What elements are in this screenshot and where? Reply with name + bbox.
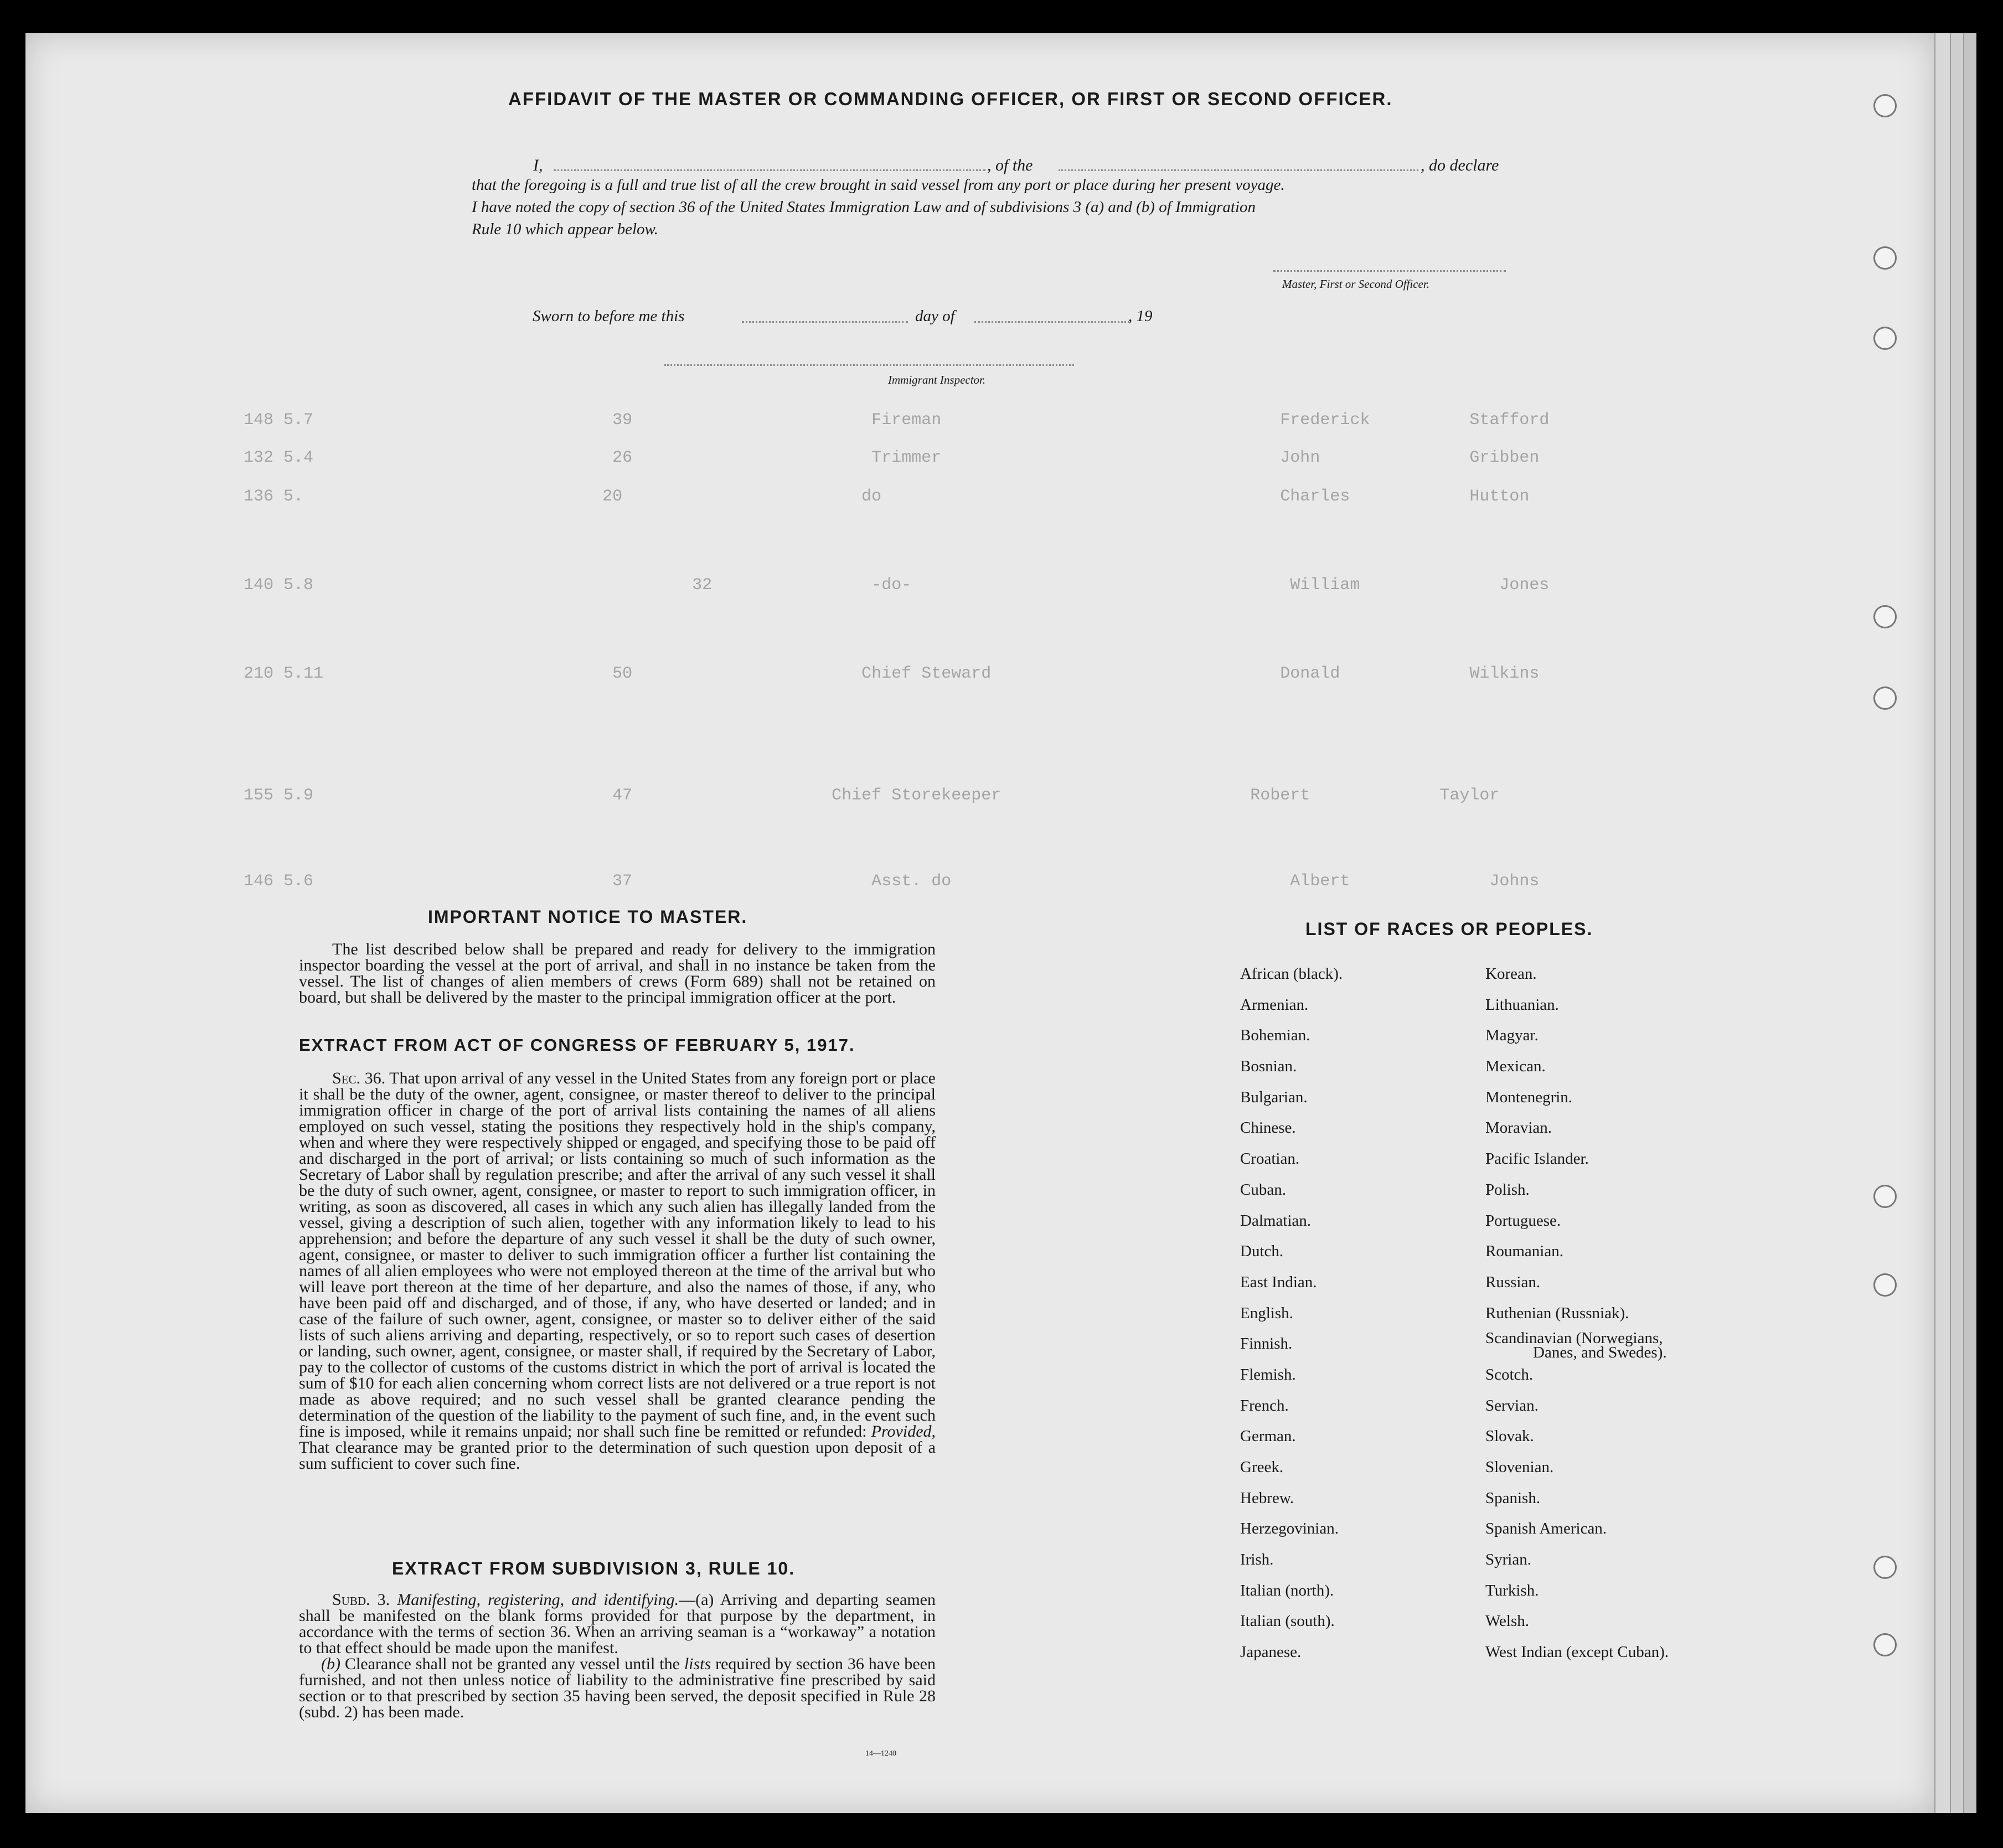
race-item: Flemish. [1240,1365,1296,1384]
race-item [1485,1329,1669,1366]
notice-title: IMPORTANT NOTICE TO MASTER. [428,907,748,927]
subd-title: Manifesting, registering, and identifying. [397,1591,679,1609]
vessel-name-blank[interactable] [1059,169,1418,171]
notice-body: The list described below shall be prepared and ready for delivery to the immigration inspector boarding the vessel at the port of arrival, and shall in no instance be taken from the vessel. The list of changes of alien members of crews (Form 689) shall not be retained on board, but shall be delivered by the master to the principal immigration officer at the port. [299,940,936,1006]
races-title: LIST OF RACES OR PEOPLES. [1305,919,1593,939]
officer-signature-caption: Master, First or Second Officer. [1282,277,1429,291]
form-number: 14—1240 [865,1749,896,1758]
master-name-blank[interactable] [554,169,985,171]
binder-hole-icon [1873,327,1897,350]
race-item: Slovenian. [1485,1458,1554,1476]
race-item: Roumanian. [1485,1242,1563,1261]
inspector-caption: Immigrant Inspector. [888,373,986,386]
race-item: Lithuanian. [1485,995,1559,1014]
binder-hole-icon [1873,686,1897,710]
affidavit-of-label: , of the [987,156,1033,174]
act-extract-title: EXTRACT FROM ACT OF CONGRESS OF FEBRUARY 5, 1917. [299,1035,855,1055]
race-item: Bulgarian. [1240,1088,1308,1106]
race-item-text: Scandinavian (Norwegians, [1485,1329,1663,1348]
race-item-continuation: Danes, and Swedes). [1533,1344,1667,1362]
race-item: Greek. [1240,1458,1284,1476]
bleed-through-text: 210 5.11 50 Chief Steward Donald Wilkins [244,664,1540,683]
inspector-signature-blank[interactable] [664,364,1074,366]
bleed-through-text: 148 5.7 39 Fireman Frederick Stafford [244,411,1550,430]
subd-a-text: Arriving and departing seamen shall be manifested on the blank forms provided for that purpose by the department, in accordance with the terms of section 36. When an arriving seaman is a “workaway” a notation to that effect should be made upon the manifest. [299,1591,936,1657]
subd-b-lists: lists [684,1655,711,1673]
race-item: Turkish. [1485,1581,1539,1599]
binder-hole-icon [1873,246,1897,270]
subd-b-text-1: Clearance shall not be granted any vessel until the [344,1655,680,1673]
race-item: Welsh. [1485,1612,1530,1630]
race-item: Japanese. [1240,1643,1302,1661]
bleed-through-text: 132 5.4 26 Trimmer John Gribben [244,448,1540,467]
race-item: West Indian (except Cuban). [1485,1643,1669,1661]
rule-extract-body [299,1592,936,1720]
bleed-through-text: 136 5. 20 do Charles Hutton [244,487,1530,506]
race-item: German. [1240,1427,1296,1446]
race-item: Scotch. [1485,1365,1534,1384]
race-item: Montenegrin. [1485,1088,1573,1106]
affidavit-line-4: Rule 10 which appear below. [472,220,658,238]
race-item: African (black). [1240,965,1343,983]
page-edge [1934,33,1951,1813]
page-edge [1950,33,1964,1813]
subd-b-text-2: required by section 36 have been furnished, and not then unless notice of liability to the administrative fine prescribed by said section or to that prescribed by section 35 having been served, the deposit specified in Rule 28 (subd. 2) has been made. [299,1655,936,1721]
race-item: Slovak. [1485,1427,1534,1446]
sworn-day-blank[interactable] [742,321,908,323]
year-label: , 19 [1128,307,1153,325]
sec-36-text-end: That clearance may be granted prior to the determination of such question upon deposit of a sum sufficient to cover such fine. [299,1438,936,1473]
binder-hole-icon [1873,1633,1897,1656]
race-item: English. [1240,1304,1293,1322]
affidavit-i-label: I, [533,156,543,174]
race-item: Dalmatian. [1240,1211,1312,1230]
races-column-left [1240,965,1343,1674]
race-item: Korean. [1485,965,1537,983]
affidavit-line-3: I have noted the copy of section 36 of the United States Immigration Law and of subdivisions 3 (a) and (b) of Immigration [472,198,1256,216]
act-extract-body [299,1070,936,1472]
provided-label: Provided, [871,1422,936,1441]
binder-hole-icon [1873,1556,1897,1579]
binder-hole-icon [1873,94,1897,117]
affidavit-declare-label: , do declare [1421,156,1499,174]
race-item: Dutch. [1240,1242,1284,1261]
subd-label: Subd. 3. [332,1591,390,1609]
subd-b-label: (b) [321,1655,340,1673]
day-of-label: day of [915,307,955,325]
race-item: Croatian. [1240,1150,1300,1168]
rule-extract-title: EXTRACT FROM SUBDIVISION 3, RULE 10. [392,1558,796,1578]
subd-a-label: —(a) [679,1591,714,1609]
bleed-through-text: 140 5.8 32 -do- William Jones [244,576,1550,595]
race-item: Italian (north). [1240,1581,1334,1599]
race-item: East Indian. [1240,1273,1317,1291]
sec-label: Sec. 36. [332,1069,386,1087]
race-item: Italian (south). [1240,1612,1335,1630]
officer-signature-blank[interactable] [1273,270,1506,272]
bleed-through-text: 155 5.9 47 Chief Storekeeper Robert Taylor [244,786,1500,805]
race-item: Spanish American. [1485,1520,1607,1538]
race-item: Herzegovinian. [1240,1520,1339,1538]
race-item: French. [1240,1396,1289,1415]
affidavit-line-2: that the foregoing is a full and true list of all the crew brought in said vessel from any port or place during her present voyage. [472,176,1285,194]
race-item: Ruthenian (Russniak). [1485,1304,1629,1322]
bleed-through-text: 146 5.6 37 Asst. do Albert Johns [244,872,1540,891]
race-item: Moravian. [1485,1119,1552,1137]
races-column-right [1485,965,1669,1674]
race-item: Spanish. [1485,1489,1541,1507]
race-item: Magyar. [1485,1026,1539,1045]
affidavit-title: AFFIDAVIT OF THE MASTER OR COMMANDING OFFICER, OR FIRST OR SECOND OFFICER. [508,89,1393,109]
sec-36-text: That upon arrival of any vessel in the United States from any foreign port or place it shall be the duty of the owner, agent, consignee, or master thereof to deliver to the principal immigration officer in charge of the port of arrival lists containing the names of all aliens employed on such vessel, stating the positions they respectively hold in the ship's company, when and where they were respectively shipped or engaged, and specifying those to be paid off and discharged in the port of arrival; or lists containing so much of such information as the Secretary of Labor shall by regulation prescribe; and after the arrival of any such vessel it shall be the duty of such owner, agent, consignee, or master to report to such immigration officer, in writing, as soon as discovered, all cases in which any such alien has illegally landed from the vessel, giving a description of such alien, together with any information likely to lead to his apprehension; and before the departure of any such vessel it shall be the duty of such owner, agent, consignee, or master to deliver to such immigration officer a further list containing the names of all alien employees who were not employed thereon at the time of the arrival but who will leave port thereon at the time of her departure, and also the names of those, if any, who have been paid off and discharged, and of those, if any, who have deserted or landed; and in case of the failure of such owner, agent, consignee, or master so to deliver either of the said lists of such aliens arriving and departing, respectively, or so to report such cases of desertion or landing, such owner, agent, consignee, or master shall, if required by the Secretary of Labor, pay to the collector of customs of the customs district in which the port of arrival is located the sum of $10 for each alien concerning whom correct lists are not delivered or a true report is not made as above required; and no such vessel shall be granted clearance pending the determination of the question of the liability to the payment of such fine, and, in the event such fine is imposed, while it remains unpaid; nor shall such fine be remitted or refunded: [299,1069,936,1441]
race-item: Cuban. [1240,1180,1286,1199]
binder-hole-icon [1873,1185,1897,1208]
race-item: Irish. [1240,1551,1274,1569]
race-item: Russian. [1485,1273,1541,1291]
race-item: Bohemian. [1240,1026,1310,1045]
page-edge [1963,33,1976,1813]
race-item: Servian. [1485,1396,1539,1415]
binder-hole-icon [1873,1273,1897,1297]
race-item: Chinese. [1240,1119,1296,1137]
race-item: Syrian. [1485,1551,1531,1569]
race-item: Pacific Islander. [1485,1150,1589,1168]
sworn-month-blank[interactable] [974,321,1129,323]
binder-hole-icon [1873,605,1897,628]
race-item: Finnish. [1240,1335,1293,1353]
race-item: Polish. [1485,1180,1530,1199]
race-item: Armenian. [1240,995,1309,1014]
race-item: Hebrew. [1240,1489,1294,1507]
race-item: Mexican. [1485,1057,1546,1076]
race-item: Bosnian. [1240,1057,1297,1076]
race-item: Portuguese. [1485,1211,1561,1230]
sworn-label: Sworn to before me this [533,307,685,325]
